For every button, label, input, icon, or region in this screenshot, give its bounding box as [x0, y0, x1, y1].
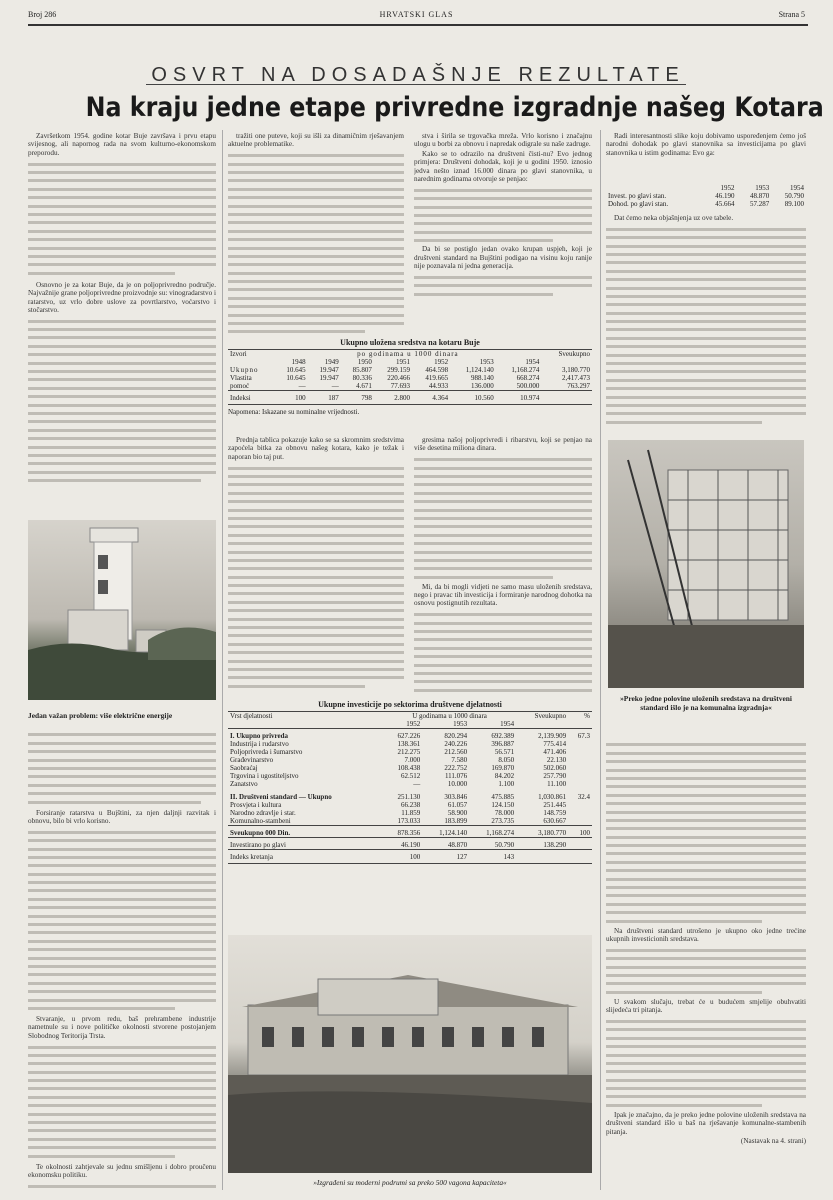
- table-1: [228, 338, 592, 416]
- construction-photo: [608, 440, 804, 688]
- row-label: Indeks kretanja: [230, 853, 273, 861]
- cell: 111.076: [444, 772, 468, 780]
- article-column-3-middle: [414, 436, 592, 696]
- table-row: [228, 829, 592, 838]
- year-header: 1952: [406, 720, 421, 728]
- cell: 475.885: [491, 793, 515, 801]
- article-column-1-bottom: [28, 728, 216, 1190]
- table-row: [228, 374, 592, 382]
- table-row: [228, 793, 592, 801]
- cell: 22.130: [546, 756, 567, 764]
- cell: —: [298, 382, 306, 390]
- cell: 50.790: [494, 841, 515, 849]
- row-label: I. Ukupno privreda: [230, 732, 289, 740]
- table-header: Vrst djelatnosti: [230, 712, 273, 720]
- row-label: Narodno zdravlje i star.: [230, 809, 296, 817]
- cell: 2,417.473: [562, 374, 590, 382]
- cell: 56.571: [494, 748, 515, 756]
- article-column-4-bottom: [606, 738, 806, 1180]
- row-label: pomoć: [230, 382, 250, 390]
- article-column-2-top: [228, 132, 404, 337]
- cell: 19.947: [319, 374, 339, 382]
- cell: 78.000: [494, 809, 515, 817]
- text-lines: [606, 743, 806, 922]
- tower-illustration: [28, 520, 216, 700]
- row-label: Indeksi: [230, 394, 251, 402]
- construction-illustration: [608, 440, 804, 688]
- table-row: [228, 756, 592, 764]
- table-1-note: Napomena: Iskazane su nominalne vrijednosti.: [228, 408, 360, 416]
- cell: 124.150: [491, 801, 515, 809]
- cell: 820.294: [444, 732, 468, 740]
- cell: 187: [328, 394, 339, 402]
- row-label: Poljoprivreda i šumarstvo: [230, 748, 303, 756]
- table-header: %: [584, 712, 590, 720]
- cell: 7.580: [451, 756, 468, 764]
- text-lines: [28, 1185, 216, 1190]
- cell: 4.364: [432, 394, 449, 402]
- cell: 32.4: [577, 793, 590, 801]
- cell: 257.790: [543, 772, 567, 780]
- cell: 299.159: [387, 366, 410, 374]
- table-row: [606, 200, 806, 208]
- cell: 1,168.274: [511, 366, 540, 374]
- year-header: 1953: [755, 184, 770, 192]
- cell: 61.057: [447, 801, 468, 809]
- table-row: [228, 764, 592, 772]
- cell: 4.671: [356, 382, 372, 390]
- cell: 44.933: [428, 382, 449, 390]
- paragraph: Da bi se postiglo jedan ovako krupan uspjeh, koji je društveni standard na Bujštini podigao na visinu koju ranije nije poznavala ni jedna generacija.: [414, 245, 592, 270]
- cell: 1.100: [498, 780, 515, 788]
- article-column-1-top: [28, 132, 216, 552]
- cell: 8.050: [498, 756, 515, 764]
- cell: 66.238: [401, 801, 421, 809]
- cell: 100: [409, 853, 421, 861]
- cell: 303.846: [444, 793, 468, 801]
- paragraph: U svakom slučaju, trebat će u budućem smjelije obuhvatiti slijedeća tri pitanja.: [606, 997, 806, 1015]
- cell: 57.287: [749, 200, 770, 208]
- text-lines: [606, 1020, 806, 1107]
- cell: 212.275: [397, 748, 421, 756]
- text-lines: [28, 320, 216, 482]
- cell: 240.226: [444, 740, 468, 748]
- tower-photo: [28, 520, 216, 700]
- row-label: Saobraćaj: [230, 764, 258, 772]
- article-column-3-top: [414, 132, 592, 337]
- cell: 84.202: [494, 772, 515, 780]
- cell: 1,168.274: [486, 829, 515, 837]
- cell: 251.445: [543, 801, 567, 809]
- cell: 212.560: [444, 748, 468, 756]
- year-header: 1952: [434, 358, 449, 366]
- table-row: [228, 382, 592, 391]
- row-label: Komunalno-stambeni: [230, 817, 291, 825]
- year-header: 1954: [790, 184, 804, 192]
- cellar-photo: [228, 935, 592, 1173]
- cell: 62.512: [401, 772, 421, 780]
- cell: 138.361: [397, 740, 421, 748]
- cell: 220.466: [387, 374, 410, 382]
- text-lines: [28, 163, 216, 275]
- row-label: Sveukupno 000 Din.: [230, 829, 291, 837]
- row-label: Prosvjeta i kultura: [230, 801, 282, 809]
- cell: 396.887: [491, 740, 515, 748]
- text-lines: [414, 189, 592, 242]
- cell: 67.3: [577, 732, 590, 740]
- year-header: 1950: [357, 358, 372, 366]
- cell: 630.667: [543, 817, 567, 825]
- paragraph: Prednja tablica pokazuje kako se sa skromnim sredstvima zapoćela bitka za obnovu našeg kotara, kako je težak i naporan bio taj put.: [228, 436, 404, 461]
- table-row: [228, 748, 592, 756]
- paragraph: Stvaranje, u prvom redu, baš prehrambene industrije nametnule su i nove političke okolnosti stvorene postojanjem Slobodnog Teritorija Trsta.: [28, 1014, 216, 1040]
- paragraph: Te okolnosti zahtjevale su jednu smišljenu i dobro proučenu ekonomsku politiku.: [28, 1162, 216, 1180]
- kicker-title: OSVRT NA DOSADAŠNJE REZULTATE: [151, 64, 685, 86]
- cell: —: [413, 780, 421, 788]
- cell: 138.290: [543, 841, 567, 849]
- text-lines: [414, 458, 592, 578]
- row-label: Trgovina i ugostiteljstvo: [230, 772, 299, 780]
- article-column-2-middle: [228, 436, 404, 696]
- cell: 48.870: [749, 192, 770, 200]
- cell: 668.274: [516, 374, 540, 382]
- table-row: [228, 801, 592, 809]
- tower-caption: Jedan važan problem: više električne energije: [28, 711, 173, 720]
- cell: 10.560: [474, 394, 494, 402]
- paragraph: Osnovno je za kotar Buje, da je on poljoprivredno područje. Najvažnije grane poljoprivredne proizvodnje su: vinogradarstvo i ratarstvo, uz vrlo dobre uslove za povrtlarstvo, voćarstvo i stočarstvo.: [28, 280, 216, 314]
- row-label: Industrija i rudarstvo: [230, 740, 289, 748]
- table-1-grid: [228, 350, 592, 402]
- text-lines: [28, 733, 216, 803]
- cell: 763.297: [567, 382, 590, 390]
- paragraph: Forsiranje ratarstva u Bujštini, za njen daljnji razvitak i obnovu, bilo bi vrlo korisno.: [28, 808, 216, 825]
- text-lines: [606, 228, 806, 424]
- cell: 3,180.770: [538, 829, 567, 837]
- per-capita-grid: [606, 184, 806, 208]
- cellar-illustration: [228, 935, 592, 1173]
- paragraph: gresima našoj poljoprivredi i ribarstvu, koji se penjao na više desetina miliona dinara.: [414, 436, 592, 453]
- paragraph: Dat ćemo neka objašnjenja uz ove tabele.: [614, 214, 734, 222]
- cell: 10.645: [286, 366, 306, 374]
- cell: 77.693: [390, 382, 410, 390]
- table-1-title: Ukupno uložena sredstva na kotaru Buje: [340, 338, 480, 347]
- cell: 173.033: [397, 817, 421, 825]
- cell: 46.190: [401, 841, 421, 849]
- cell: 11.859: [401, 809, 421, 817]
- article-column-4-top: [606, 132, 806, 184]
- cell: 500.000: [516, 382, 540, 390]
- cell: 775.414: [543, 740, 567, 748]
- cell: 89.100: [784, 200, 804, 208]
- page-number: Broj 286: [28, 10, 57, 19]
- cell: 2.800: [394, 394, 410, 402]
- paragraph: Ipak je značajno, da je preko jedne polovine uloženih sredstava na društveni standard išlo u baš na rješavanje komunalne-stambenih pitanja.: [606, 1110, 806, 1136]
- table-row: [228, 817, 592, 826]
- newspaper-name: HRVATSKI GLAS: [379, 10, 454, 19]
- cell: 100: [579, 829, 590, 837]
- cell: 798: [361, 394, 372, 402]
- text-lines: [28, 1046, 216, 1158]
- table-header: po godinama u 1000 dinara: [357, 350, 459, 358]
- cell: 419.665: [425, 374, 449, 382]
- paragraph: tražiti one puteve, koji su išli za dinamičnim rješavanjem aktuelne problematike.: [228, 132, 404, 149]
- cell: 464.598: [425, 366, 449, 374]
- text-lines: [414, 276, 592, 296]
- table-row: [228, 772, 592, 780]
- row-label: Ukupno: [230, 366, 259, 374]
- column-divider: [222, 130, 223, 1190]
- year-header: 1948: [291, 358, 306, 366]
- table-row: [228, 853, 592, 861]
- table-row: [228, 366, 592, 374]
- table-2-title: Ukupne investicije po sektorima društvene djelatnosti: [318, 700, 502, 709]
- table-row: [606, 192, 806, 200]
- article-column-4-middle: [606, 214, 806, 436]
- text-lines: [228, 467, 404, 688]
- cell: 143: [503, 853, 515, 861]
- cell: 48.870: [447, 841, 468, 849]
- cell: 19.947: [319, 366, 339, 374]
- row-label: Zanatstvo: [230, 780, 258, 788]
- cell: 127: [456, 853, 468, 861]
- per-capita-table: [606, 184, 806, 208]
- table-header: Izvori: [230, 350, 247, 358]
- row-label: II. Društveni standard — Ukupno: [230, 793, 332, 801]
- table-row: [228, 780, 592, 788]
- cell: 46.190: [715, 192, 735, 200]
- cell: 273.735: [491, 817, 515, 825]
- paragraph: Na društveni standard utrošeno je ukupno oko jedne trećine ukupnih investicionih sredstava.: [606, 926, 806, 943]
- cell: 108.438: [397, 764, 421, 772]
- cell: 169.870: [491, 764, 515, 772]
- cell: 58.900: [447, 809, 468, 817]
- cell: 1,124.140: [465, 366, 494, 374]
- kicker-underline: [146, 84, 686, 85]
- cell: 502.060: [543, 764, 567, 772]
- table-row: [228, 394, 592, 402]
- year-header: 1954: [525, 358, 540, 366]
- table-row: [228, 732, 592, 740]
- cell: 80.336: [352, 374, 372, 382]
- table-header: U godinama u 1000 dinara: [412, 712, 487, 720]
- header-rule: [28, 24, 808, 26]
- year-header: 1949: [324, 358, 339, 366]
- page-label: Strana 5: [778, 10, 805, 19]
- cell: 627.226: [397, 732, 421, 740]
- table-row: [228, 841, 592, 850]
- text-lines: [228, 154, 404, 333]
- cell: 3,180.770: [562, 366, 590, 374]
- text-lines: [606, 949, 806, 994]
- cell: 50.790: [784, 192, 804, 200]
- table-2-grid: [228, 712, 592, 861]
- cell: 136.000: [470, 382, 494, 390]
- cell: 471.406: [543, 748, 567, 756]
- cell: 10.974: [520, 394, 540, 402]
- cellar-caption: »Izgrađeni su moderni podrumi sa preko 500 vagona kapaciteta«: [313, 1178, 507, 1187]
- table-row: [228, 740, 592, 748]
- cell: 10.645: [286, 374, 306, 382]
- cell: 183.899: [444, 817, 468, 825]
- cell: 1,030.861: [538, 793, 567, 801]
- year-header: 1953: [453, 720, 468, 728]
- paragraph: Mi, da bi mogli vidjeti ne samo masu uloženih sredstava, nego i pravac tih investicija i formiranje narodnog dohotka na osnovu postignutih rezultata.: [414, 582, 592, 608]
- cell: 988.140: [470, 374, 494, 382]
- table-2: [228, 700, 592, 864]
- cell: 692.389: [491, 732, 515, 740]
- continuation-note: (Nastavak na 4. strani): [740, 1137, 806, 1146]
- year-header: 1954: [500, 720, 515, 728]
- cell: 251.130: [397, 793, 421, 801]
- year-header: 1951: [395, 358, 410, 366]
- cell: 148.759: [543, 809, 567, 817]
- column-divider: [600, 130, 601, 1190]
- cell: 222.752: [444, 764, 468, 772]
- cell: 878.356: [397, 829, 421, 837]
- year-header: 1952: [720, 184, 735, 192]
- cell: 100: [295, 394, 306, 402]
- paragraph: Kako se to odrazilo na društveni čisti-nu? Evo jednog primjera: Društveni dohodak, koji je u godini 1950. iznosio jedva nešto iznad 16.000 dinara po glavi stanovnika, u narednim godinama otvoruje se penjao:: [414, 149, 592, 184]
- row-label: Građevinarstvo: [230, 756, 274, 764]
- text-lines: [414, 613, 592, 696]
- cell: 85.807: [352, 366, 372, 374]
- table-header: Sveukupno: [534, 712, 567, 720]
- cell: 10.000: [447, 780, 468, 788]
- cell: 45.664: [715, 200, 735, 208]
- year-header: 1953: [479, 358, 494, 366]
- row-label: Dohod. po glavi stan.: [608, 200, 669, 208]
- cell: 2,139.909: [538, 732, 567, 740]
- cell: —: [331, 382, 339, 390]
- row-label: Investirano po glavi: [230, 841, 286, 849]
- construction-caption: »Preko jedne polovine uloženih sredstava na društveni standard išlo je na komunalna izgradnja«: [620, 694, 792, 712]
- cell: 1,124.140: [439, 829, 468, 837]
- table-header: Sveukupno: [558, 350, 590, 358]
- paragraph: Završetkom 1954. godine kotar Buje završava i prvu etapu svijesnog, ali napornog rada na svom kulturno-ekonomskom preporodu.: [28, 132, 216, 157]
- row-label: Invest. po glavi stan.: [608, 192, 667, 200]
- row-label: Vlastita: [230, 374, 252, 382]
- headline: Na kraju jedne etape privredne izgradnje našeg Kotara: [85, 92, 824, 123]
- cell: 7.000: [404, 756, 421, 764]
- table-row: [228, 809, 592, 817]
- text-lines: [28, 831, 216, 1010]
- paragraph: Radi interesantnosti slike koju dobivamo uspoređenjem ćemo još narodni dohodak po glavi stanovnika sa investicijama po glavi stanovnika u istim godinama: Evo ga:: [606, 132, 806, 157]
- cell: 11.100: [547, 780, 567, 788]
- paragraph: stva i širila se trgovačka mreža. Vrlo korisno i značajnu ulogu u borbi za obnovu i napredak odigrale su naše zadruge.: [414, 132, 592, 149]
